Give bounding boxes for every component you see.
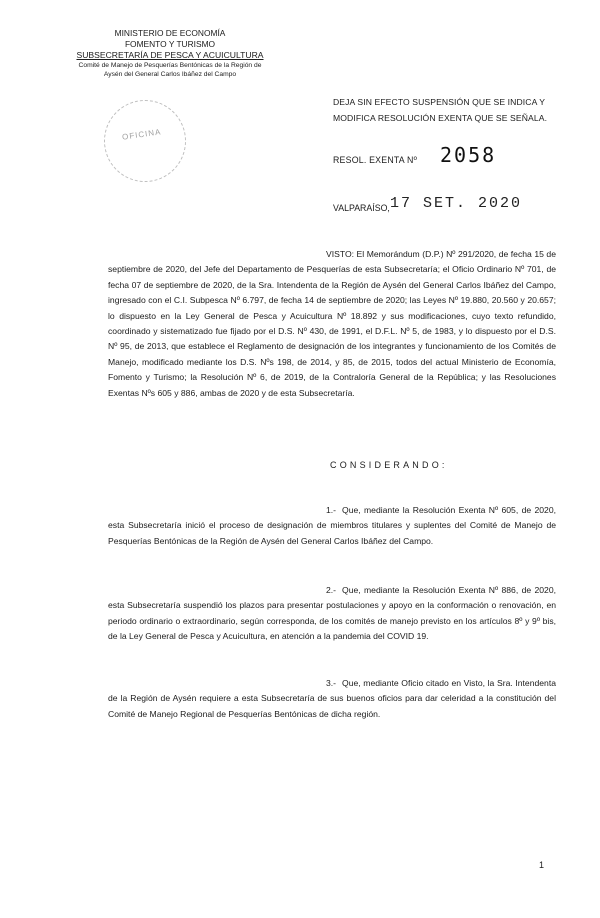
letterhead xyxy=(60,28,280,79)
committee-name-line2: Aysén del General Carlos Ibáñez del Campo xyxy=(103,71,237,78)
considerando-item-3 xyxy=(108,676,556,722)
visto-paragraph: VISTO: El Memorándum (D.P.) Nº 291/2020, de fecha 15 de septiembre de 2020, del Jefe del Departamento de Pesquerías de esta Subsecretaría; el Oficio Ordinario Nº 701, de fecha 07 de septiembre de 2020, de la Sra. Intendenta de la Región de Aysén del General Carlos Ibáñez del Campo, ingresado con el C.I. Subpesca Nº 6.797, de fecha 14 de septiembre de 2020; las Leyes Nº 19.880, 20.560 y 20.657; lo dispuesto en la Ley General de Pesca y Acuicultura Nº 18.892 y sus modificaciones, cuyo texto refundido, coordinado y sistematizado fue fijado por el D.S. Nº 430, de 1991, el D.F.L. Nº 5, de 1983, y lo dispuesto por el D.S. Nº 95, de 2013, que establece el Reglamento de designación de los integrantes y funcionamiento de los Comités de Manejo, modificado mediante los D.S. Nºs 198, de 2014, y 85, de 2015, todos del actual Ministerio de Economía, Fomento y Turismo; la Resolución Nº 6, de 2019, de la Contraloría General de la República; y las Resoluciones Exentas Nºs 605 y 886, ambas de 2020 y de esta Subsecretaría. xyxy=(108,249,556,398)
considerando-heading: CONSIDERANDO: xyxy=(330,460,448,470)
ministry-name: MINISTERIO DE ECONOMÍA xyxy=(114,28,226,38)
place-city: VALPARAÍSO, xyxy=(333,203,390,213)
resolution-subject: DEJA SIN EFECTO SUSPENSIÓN QUE SE INDICA Y MODIFICA RESOLUCIÓN EXENTA QUE SE SEÑALA. xyxy=(333,97,548,123)
considerando-item-1 xyxy=(108,503,556,549)
considerando-text: Que, mediante la Resolución Exenta Nº 605, de 2020, esta Subsecretaría inició el proceso de designación de miembros titulares y suplentes del Comité de Manejo de Pesquerías Bentónicas de la Región de Aysén del General Carlos Ibáñez del Campo. xyxy=(108,505,556,546)
considerando-text: Que, mediante la Resolución Exenta Nº 886, de 2020, esta Subsecretaría suspendió los plazos para presentar postulaciones y apoyo en la conformación o renovación, en periodo ordinario o extraordinario, según corresponda, de los comités de manejo previsto en los artículos 8º y 9º bis, de la Ley General de Pesca y Acuicultura, en atención a la pandemia del COVID 19. xyxy=(108,585,556,642)
resolution-label: RESOL. EXENTA Nº xyxy=(333,155,417,165)
date-stamp: 17 SET. 2020 xyxy=(390,195,523,212)
considerando-number: 1.- xyxy=(326,505,337,515)
undersecretariat-name: SUBSECRETARÍA DE PESCA Y ACUICULTURA xyxy=(76,50,264,60)
official-seal-stamp xyxy=(104,100,186,182)
considerando-number: 3.- xyxy=(326,678,337,688)
considerando-text: Que, mediante Oficio citado en Visto, la Sra. Intendenta de la Región de Aysén requiere a esta Subsecretaría de sus buenos oficios para dar celeridad a la constitución del Comité de Manejo Regional de Pesquerías Bentónicas de dicha región. xyxy=(108,678,556,719)
resolution-number: 2058 xyxy=(440,143,497,167)
considerando-number: 2.- xyxy=(326,585,337,595)
committee-name-line1: Comité de Manejo de Pesquerías Bentónicas de la Región de xyxy=(78,62,262,69)
considerando-item-2 xyxy=(108,583,556,645)
ministry-subname: FOMENTO Y TURISMO xyxy=(124,39,216,49)
page-number: 1 xyxy=(539,860,545,870)
stamp-text: OFICINA xyxy=(121,127,162,142)
